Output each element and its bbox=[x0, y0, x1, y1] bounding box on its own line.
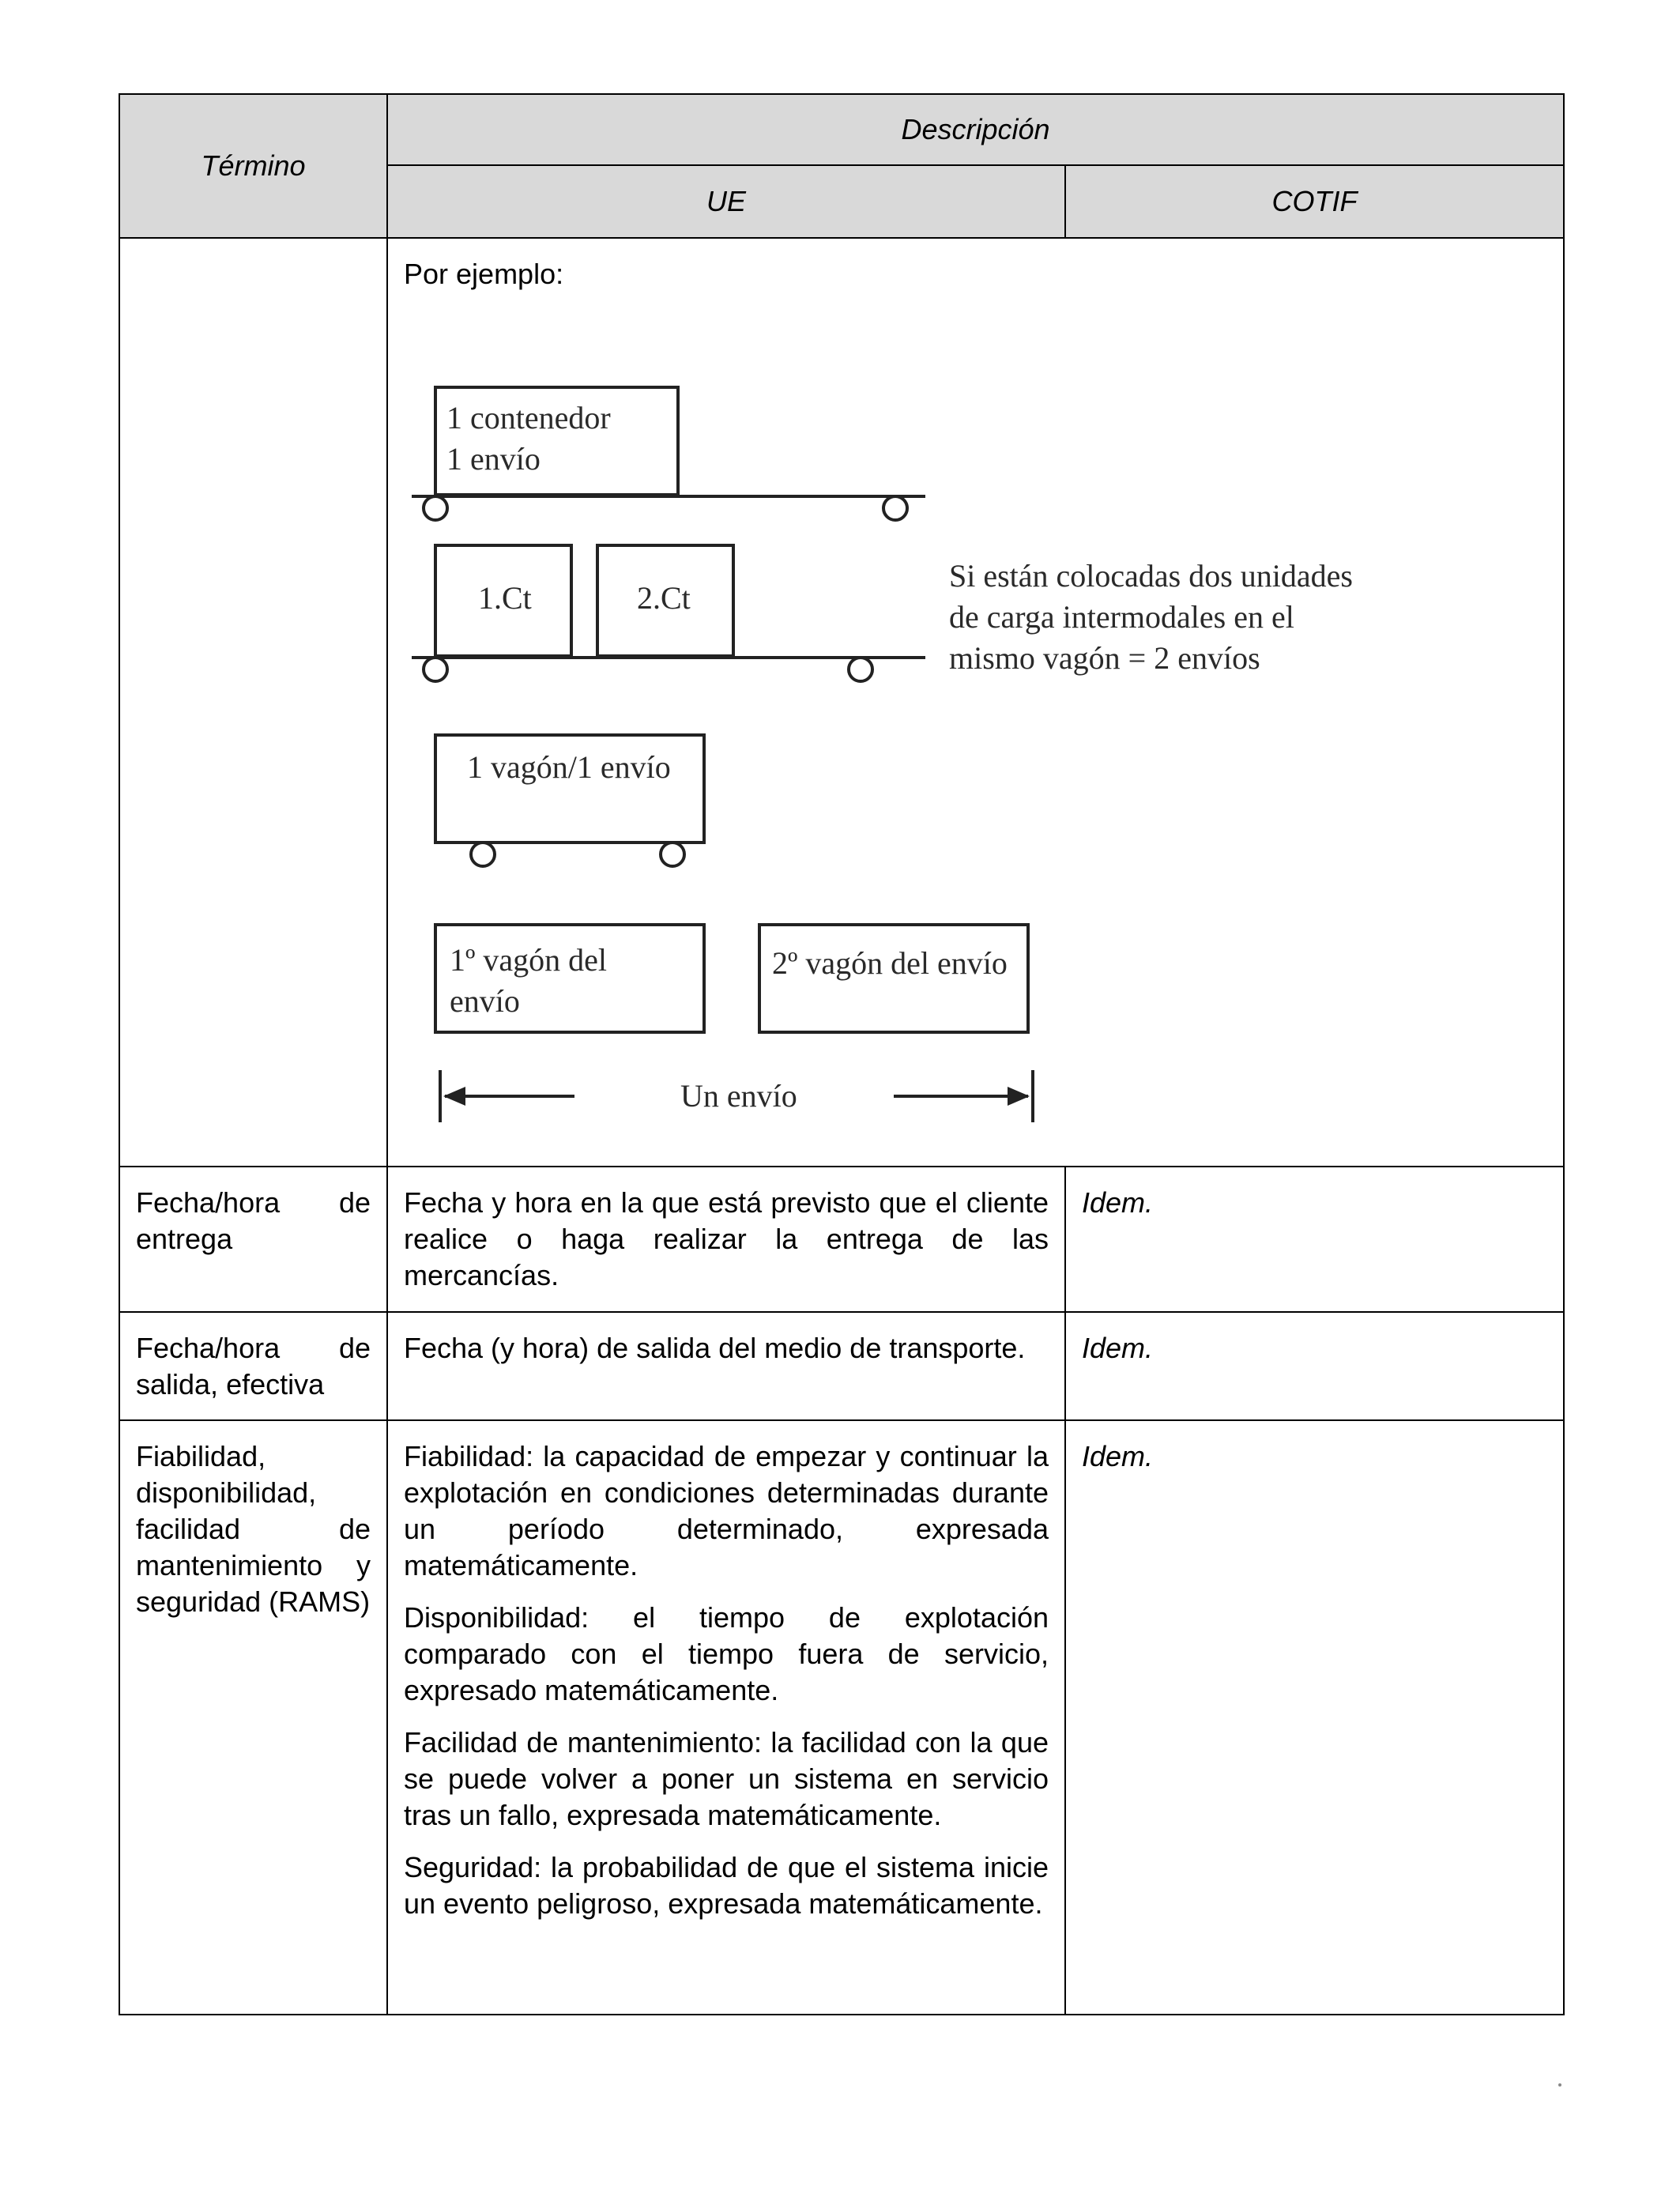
ue-cell: Fecha (y hora) de salida del medio de transporte. bbox=[387, 1312, 1065, 1420]
cotif-cell: Idem. bbox=[1065, 1167, 1564, 1312]
wagon-1-line2: envío bbox=[450, 983, 520, 1019]
wagon-2-label: 2º vagón del envío bbox=[772, 945, 1008, 981]
table-row bbox=[119, 1420, 1564, 2015]
definitions-table bbox=[119, 93, 1565, 2015]
definition-safety: Seguridad: la probabilidad de que el sistema inicie un evento peligroso, expresada matemáticamente. bbox=[404, 1851, 1049, 1920]
note-line1: Si están colocadas dos unidades bbox=[949, 558, 1353, 594]
definition-maintainability: Facilidad de mantenimiento: la facilidad con la que se puede volver a poner un sistema en servicio tras un fallo, expresada matemáticamente. bbox=[404, 1726, 1049, 1831]
table-row bbox=[119, 238, 1564, 1167]
consignment-diagram bbox=[404, 303, 1384, 1141]
header-description: Descripción bbox=[387, 94, 1564, 165]
term-cell-empty bbox=[119, 238, 387, 1167]
term-cell: Fiabilidad, disponibilidad, facilidad de mantenimiento y seguridad (RAMS) bbox=[119, 1420, 387, 2015]
table-row bbox=[119, 1312, 1564, 1420]
box1-line2: 1 envío bbox=[446, 441, 541, 477]
span-label: Un envío bbox=[680, 1078, 797, 1114]
header-ue: UE bbox=[387, 165, 1065, 238]
definition-reliability: Fiabilidad: la capacidad de empezar y continuar la explotación en condiciones determinadas durante un período determinado, expresada matemáticamente. bbox=[404, 1440, 1049, 1581]
container-1-label: 1.Ct bbox=[478, 580, 532, 616]
term-cell: Fecha/hora de entrega bbox=[119, 1167, 387, 1312]
example-intro: Por ejemplo: bbox=[404, 258, 564, 290]
table-row bbox=[119, 1167, 1564, 1312]
note-line3: mismo vagón = 2 envíos bbox=[949, 640, 1260, 676]
wagon-label: 1 vagón/1 envío bbox=[467, 749, 671, 785]
header-term: Término bbox=[119, 94, 387, 238]
box1-line1: 1 contenedor bbox=[446, 400, 611, 435]
cotif-cell: Idem. bbox=[1065, 1312, 1564, 1420]
example-cell bbox=[387, 238, 1564, 1167]
note-line2: de carga intermodales en el bbox=[949, 599, 1294, 635]
term-cell: Fecha/hora de salida, efectiva bbox=[119, 1312, 387, 1420]
ue-cell: Fecha y hora en la que está previsto que el cliente realice o haga realizar la entrega de las mercancías. bbox=[387, 1167, 1065, 1312]
page-mark bbox=[1558, 2083, 1561, 2087]
cotif-cell: Idem. bbox=[1065, 1420, 1564, 2015]
header-cotif: COTIF bbox=[1065, 165, 1564, 238]
wagon-1-line1: 1º vagón del bbox=[450, 942, 608, 978]
ue-cell bbox=[387, 1420, 1065, 2015]
definition-availability: Disponibilidad: el tiempo de explotación comparado con el tiempo fuera de servicio, expresado matemáticamente. bbox=[404, 1601, 1049, 1706]
container-2-label: 2.Ct bbox=[637, 580, 691, 616]
